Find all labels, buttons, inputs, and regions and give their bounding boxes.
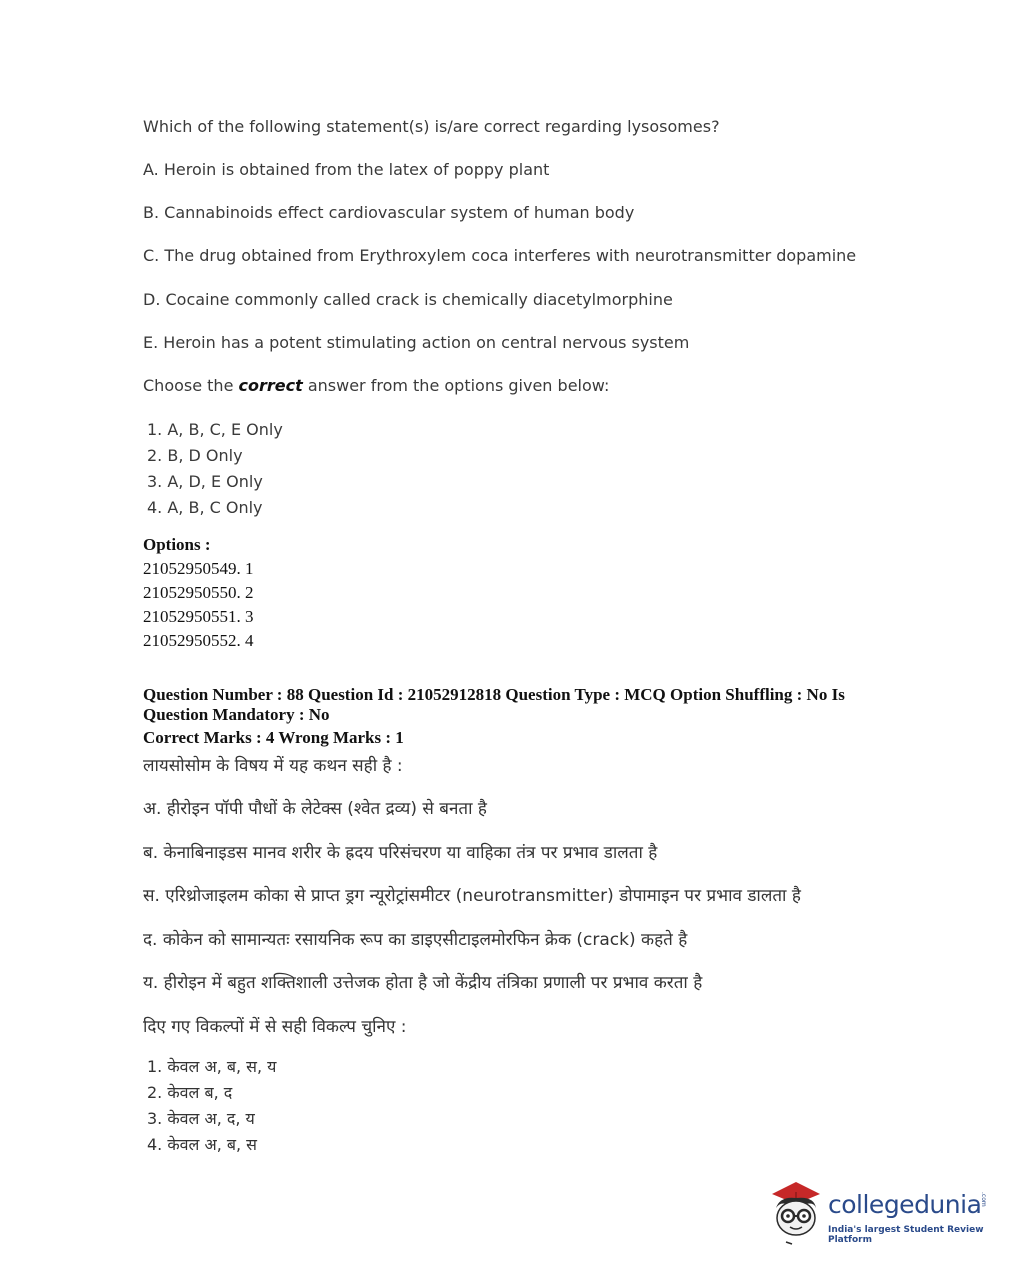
logo-name: collegedunia	[828, 1190, 982, 1219]
question-meta-marks: Correct Marks : 4 Wrong Marks : 1	[143, 728, 404, 747]
statement-c: C. The drug obtained from Erythroxylem coca interferes with neurotransmitter dopamine	[143, 246, 857, 265]
logo-tagline: India's largest Student Review Platform	[828, 1225, 984, 1245]
hindi-answer-list	[147, 1055, 276, 1159]
hindi-answer-option-1: 1. केवल अ, ब, स, य	[147, 1057, 277, 1076]
hindi-statement-c: स. एरिथ्रोजाइलम कोका से प्राप्त ड्रग न्यूरोट्रांसमीटर (neurotransmitter) डोपामाइन पर प्रभाव डालता है	[143, 886, 801, 906]
question-text: Which of the following statement(s) is/are correct regarding lysosomes?	[143, 117, 720, 136]
hindi-answer-option-2: 2. केवल ब, द	[147, 1083, 233, 1102]
answer-option-3: 3. A, D, E Only	[147, 472, 263, 491]
logo-suffix: .com	[980, 1192, 987, 1207]
choose-prefix: Choose the	[143, 376, 239, 395]
mascot-icon	[766, 1178, 826, 1246]
answer-option-1: 1. A, B, C, E Only	[147, 420, 283, 439]
hindi-statement-a: अ. हीरोइन पॉपी पौधों के लेटेक्स (श्वेत द्रव्य) से बनता है	[143, 799, 487, 819]
option-id-2: 21052950550. 2	[143, 583, 254, 602]
statement-b: B. Cannabinoids effect cardiovascular system of human body	[143, 203, 635, 222]
hindi-statement-d: द. कोकेन को सामान्यतः रसायनिक रूप का डाइएसीटाइलमोरफिन क्रेक (crack) कहते है	[143, 930, 688, 950]
statement-e: E. Heroin has a potent stimulating action on central nervous system	[143, 333, 690, 352]
question-meta-line1: Question Number : 88 Question Id : 21052912818 Question Type : MCQ Option Shuffling : No Is Question Mandatory : No	[143, 685, 845, 724]
statement-d: D. Cocaine commonly called crack is chemically diacetylmorphine	[143, 290, 673, 309]
collegedunia-logo	[766, 1178, 996, 1248]
hindi-question-text: लायसोसोम के विषय में यह कथन सही है :	[143, 756, 403, 776]
option-id-1: 21052950549. 1	[143, 559, 254, 578]
option-id-3: 21052950551. 3	[143, 607, 254, 626]
answer-option-4: 4. A, B, C Only	[147, 498, 263, 517]
hindi-answer-option-4: 4. केवल अ, ब, स	[147, 1135, 257, 1154]
hindi-statement-b: ब. केनाबिनाइडस मानव शरीर के ह्रदय परिसंचरण या वाहिका तंत्र पर प्रभाव डालता है	[143, 843, 658, 863]
choose-emphasis: correct	[238, 376, 303, 395]
answer-list	[147, 418, 283, 522]
option-id-4: 21052950552. 4	[143, 631, 254, 650]
statement-a: A. Heroin is obtained from the latex of poppy plant	[143, 160, 550, 179]
choose-suffix: answer from the options given below:	[302, 376, 610, 395]
options-heading: Options :	[143, 535, 211, 554]
hindi-answer-option-3: 3. केवल अ, द, य	[147, 1109, 255, 1128]
choose-instruction	[143, 376, 609, 395]
hindi-choose-instruction: दिए गए विकल्पों में से सही विकल्प चुनिए :	[143, 1017, 407, 1037]
hindi-statement-e: य. हीरोइन में बहुत शक्तिशाली उत्तेजक होता है जो केंद्रीय तंत्रिका प्रणाली पर प्रभाव करता है	[143, 973, 703, 993]
answer-option-2: 2. B, D Only	[147, 446, 243, 465]
